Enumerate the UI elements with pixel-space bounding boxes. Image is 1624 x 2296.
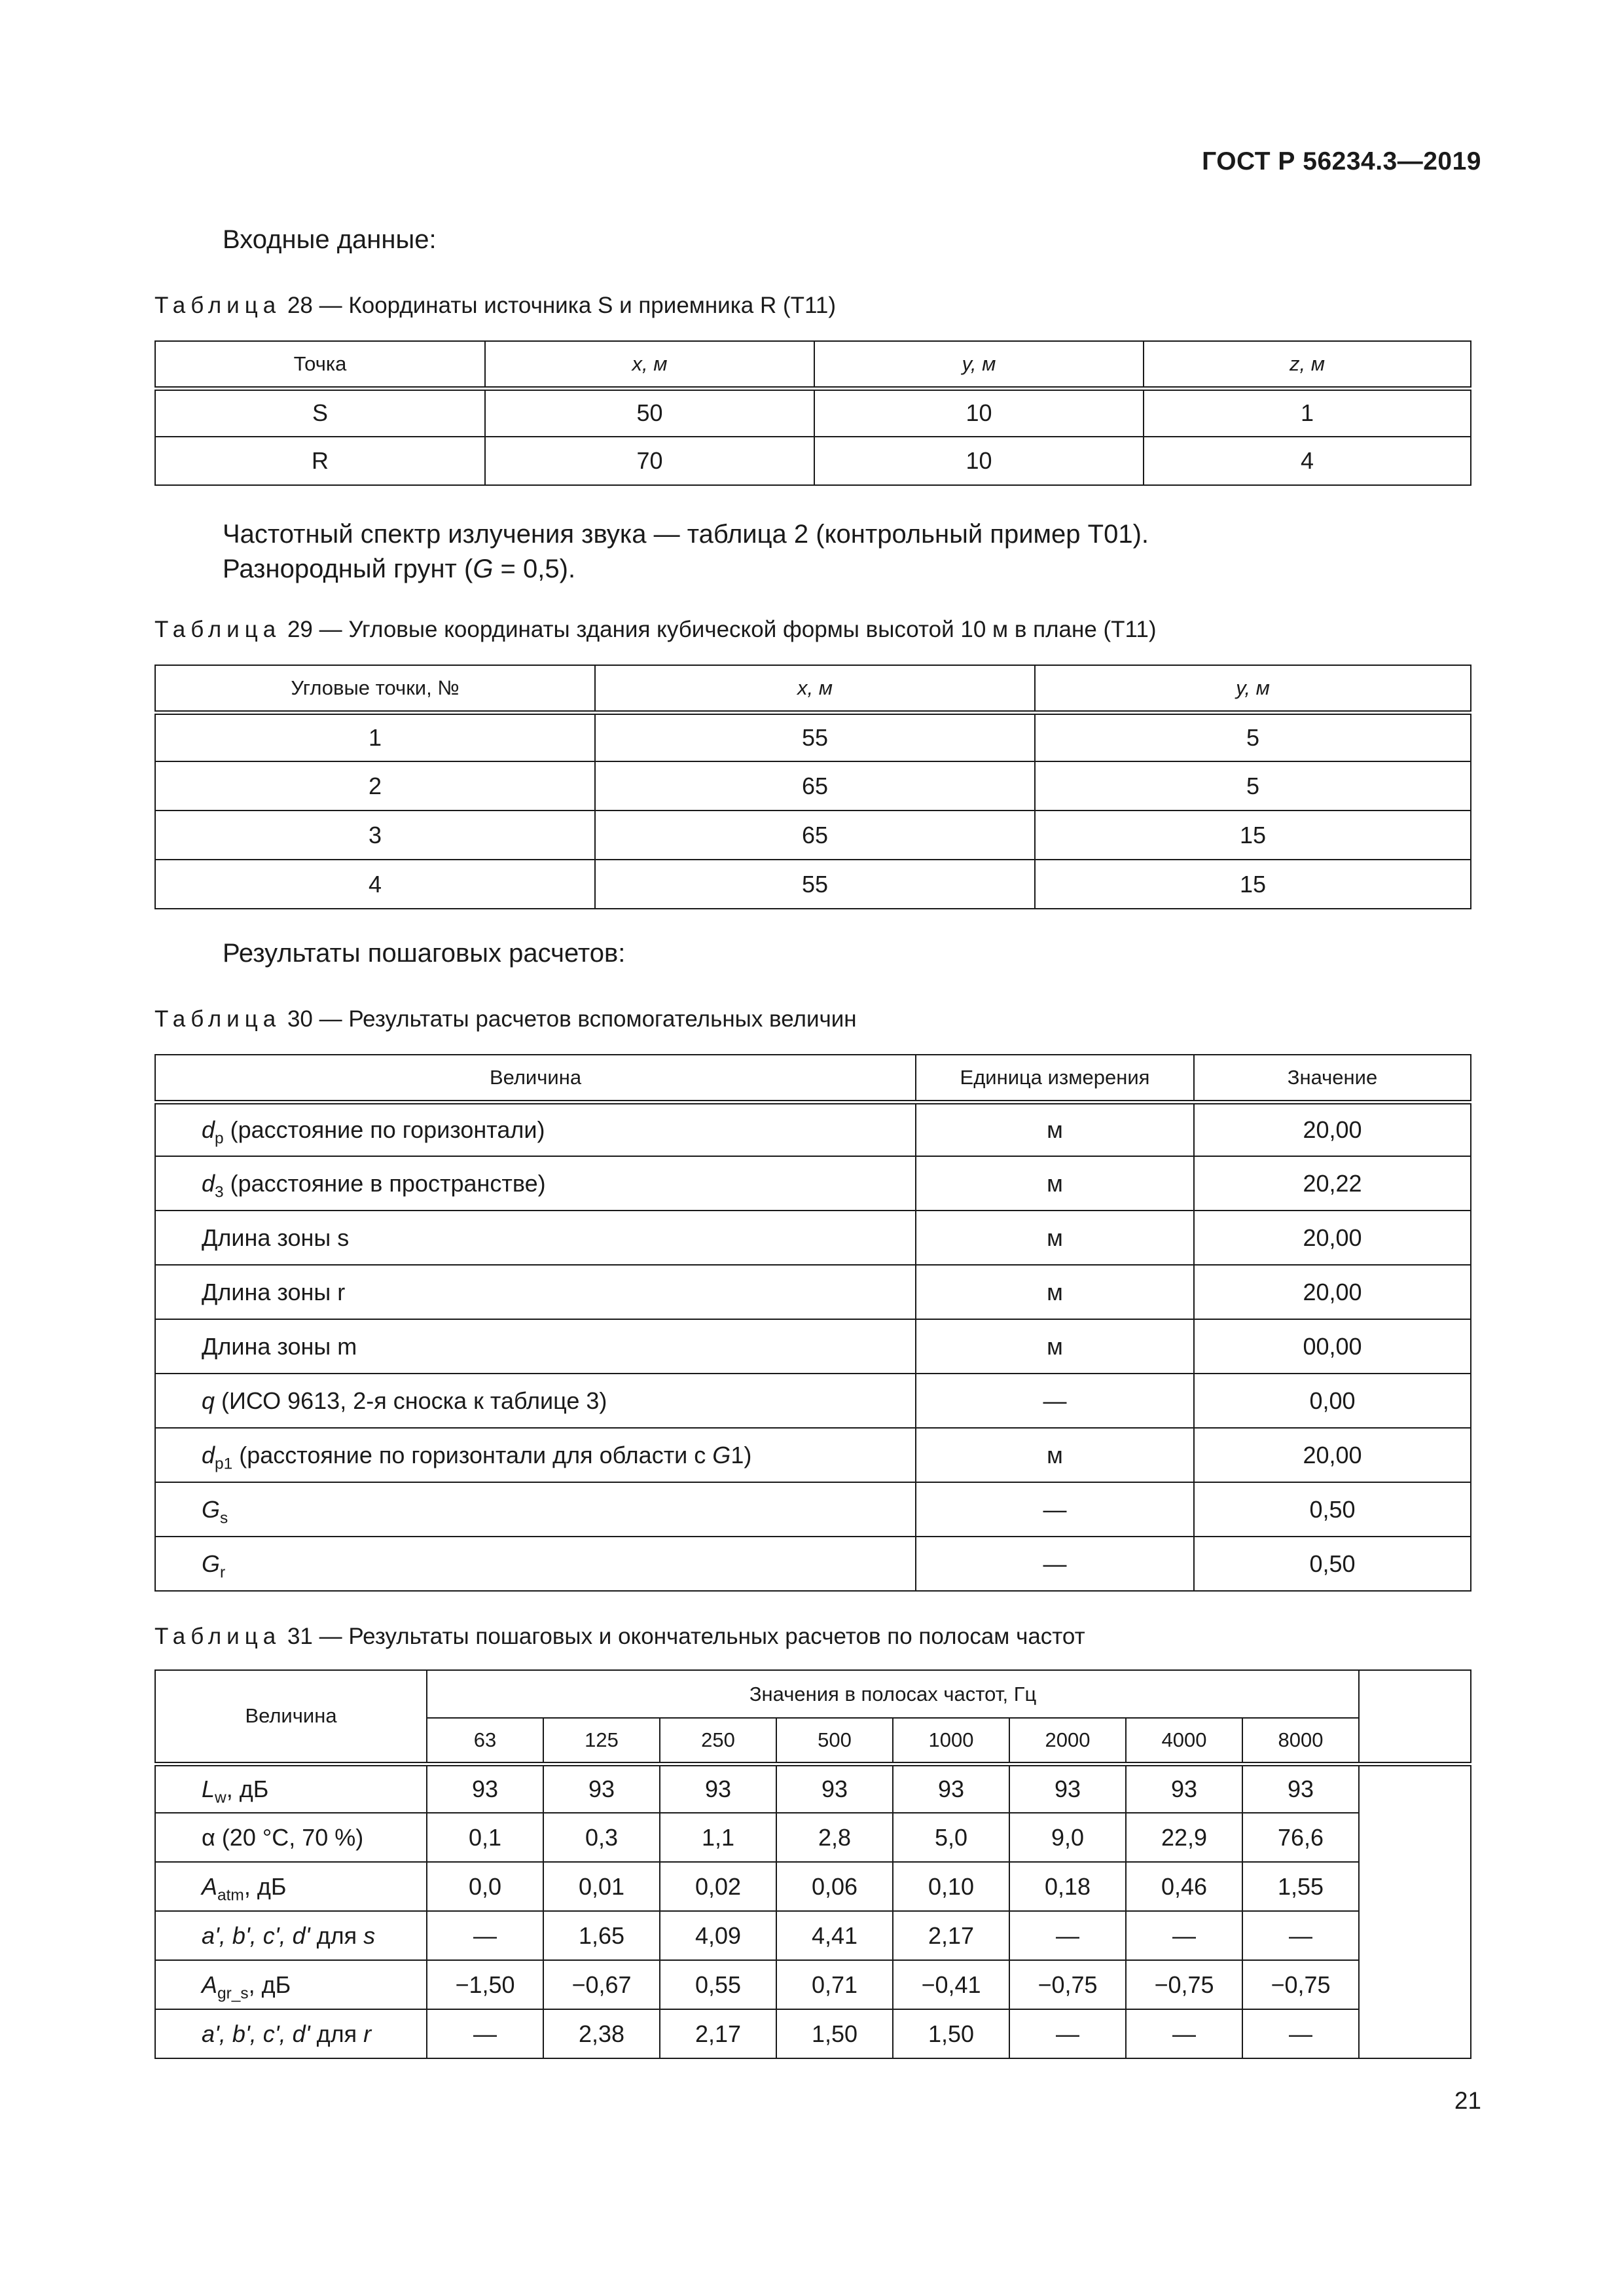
table28-caption-text: 28 — Координаты источника S и приемника R (Т11) bbox=[287, 293, 837, 318]
table31-band-extra bbox=[1359, 1718, 1471, 1764]
table31-cell: — bbox=[1126, 1911, 1242, 1960]
table28-caption bbox=[154, 293, 836, 319]
table-row bbox=[155, 1428, 1471, 1482]
table30-unit: м bbox=[916, 1156, 1194, 1211]
table-row bbox=[155, 1211, 1471, 1265]
table31-header-quantity: Величина bbox=[155, 1670, 427, 1764]
table28-cell: 10 bbox=[814, 388, 1144, 437]
table31-quantity: α (20 °С, 70 %) bbox=[155, 1813, 427, 1862]
table31-cell: 5,0 bbox=[893, 1813, 1009, 1862]
table-row bbox=[155, 1862, 1471, 1911]
table30-quantity: $d_p$ (расстояние по горизонтали) bbox=[155, 1102, 916, 1156]
table31-cell: 93 bbox=[543, 1764, 660, 1813]
table31-cell: 93 bbox=[427, 1764, 543, 1813]
table28-cell: 4 bbox=[1144, 437, 1471, 485]
table-row bbox=[155, 1156, 1471, 1211]
table29-caption-text: 29 — Угловые координаты здания кубической формы высотой 10 м в плане (Т11) bbox=[287, 617, 1157, 642]
table29-cell: 5 bbox=[1035, 712, 1471, 761]
table31-quantity: $L_w$, дБ bbox=[155, 1764, 427, 1813]
table31-cell: 93 bbox=[776, 1764, 893, 1813]
table30-unit: — bbox=[916, 1482, 1194, 1537]
table-row bbox=[155, 1813, 1471, 1862]
table31-cell: — bbox=[1126, 2009, 1242, 2058]
ground-paragraph: Разнородный грунт (G = 0,5). bbox=[223, 555, 576, 583]
table29-cell: 1 bbox=[155, 712, 595, 761]
table31-cell: — bbox=[1009, 2009, 1126, 2058]
table-row bbox=[155, 1102, 1471, 1156]
table-row bbox=[155, 1319, 1471, 1374]
table31-quantity: a', b', c', d' для r bbox=[155, 2009, 427, 2058]
table29-caption-word: Таблица bbox=[154, 617, 281, 642]
table28-cell: S bbox=[155, 388, 485, 437]
table31-caption-word: Таблица bbox=[154, 1624, 281, 1649]
spectrum-paragraph: Частотный спектр излучения звука — таблица 2 (контрольный пример Т01). bbox=[223, 520, 1149, 549]
table31-quantity: $A_{gr\_s}$, дБ bbox=[155, 1960, 427, 2009]
table30-quantity: $G_r$ bbox=[155, 1537, 916, 1591]
band-2000: 2000 bbox=[1009, 1718, 1126, 1764]
table30 bbox=[154, 1054, 1471, 1592]
table30-quantity: Длина зоны s bbox=[155, 1211, 916, 1265]
table29-cell: 3 bbox=[155, 811, 595, 860]
table31-cell: 4,41 bbox=[776, 1911, 893, 1960]
table-row bbox=[155, 1764, 1471, 1813]
table31-cell: 1,50 bbox=[776, 2009, 893, 2058]
table-row bbox=[155, 712, 1471, 761]
table29-cell: 55 bbox=[595, 860, 1035, 909]
table31-cell: 2,38 bbox=[543, 2009, 660, 2058]
table28-header-y: y, м bbox=[814, 341, 1144, 388]
table31-cell: −0,75 bbox=[1126, 1960, 1242, 2009]
table-row bbox=[155, 1911, 1471, 1960]
table31-cell: 0,55 bbox=[660, 1960, 776, 2009]
table30-caption bbox=[154, 1006, 857, 1032]
table30-quantity: $d_{p1}$ (расстояние по горизонтали для области с G1) bbox=[155, 1428, 916, 1482]
table-row bbox=[155, 811, 1471, 860]
table31-cell: 0,3 bbox=[543, 1813, 660, 1862]
table31-header-bands: Значения в полосах частот, Гц bbox=[427, 1670, 1359, 1718]
table31-cell: 4,09 bbox=[660, 1911, 776, 1960]
table31-quantity: $A_{atm}$, дБ bbox=[155, 1862, 427, 1911]
table31-cell: 93 bbox=[660, 1764, 776, 1813]
table-row bbox=[155, 1265, 1471, 1319]
table31-cell: 0,10 bbox=[893, 1862, 1009, 1911]
table31-cell: — bbox=[1242, 1911, 1359, 1960]
table31-cell: 1,50 bbox=[893, 2009, 1009, 2058]
table30-unit: м bbox=[916, 1319, 1194, 1374]
table31-cell: 1,1 bbox=[660, 1813, 776, 1862]
table30-value: 20,00 bbox=[1194, 1265, 1471, 1319]
table29-header-corner: Угловые точки, № bbox=[155, 665, 595, 712]
table31-cell: 93 bbox=[1126, 1764, 1242, 1813]
table28-cell: 1 bbox=[1144, 388, 1471, 437]
table31-extra-cell bbox=[1359, 1764, 1471, 2058]
table31-cell: 9,0 bbox=[1009, 1813, 1126, 1862]
table29-caption bbox=[154, 617, 1157, 643]
table31-cell: — bbox=[1242, 2009, 1359, 2058]
table28-caption-word: Таблица bbox=[154, 293, 281, 318]
table30-quantity: $G_s$ bbox=[155, 1482, 916, 1537]
table31-cell: 22,9 bbox=[1126, 1813, 1242, 1862]
table30-value: 0,50 bbox=[1194, 1482, 1471, 1537]
table28-header-z: z, м bbox=[1144, 341, 1471, 388]
table29-cell: 4 bbox=[155, 860, 595, 909]
table31-cell: −1,50 bbox=[427, 1960, 543, 2009]
table29-cell: 65 bbox=[595, 811, 1035, 860]
table28-cell: 50 bbox=[485, 388, 814, 437]
table29-cell: 65 bbox=[595, 761, 1035, 811]
table31-cell: 0,01 bbox=[543, 1862, 660, 1911]
table31-cell: 0,02 bbox=[660, 1862, 776, 1911]
table31-cell: 0,1 bbox=[427, 1813, 543, 1862]
table-row bbox=[155, 2009, 1471, 2058]
table31-header-row bbox=[155, 1670, 1471, 1718]
table29-cell: 2 bbox=[155, 761, 595, 811]
table28-header-point: Точка bbox=[155, 341, 485, 388]
page-number: 21 bbox=[1454, 2087, 1481, 2114]
table30-value: 20,00 bbox=[1194, 1428, 1471, 1482]
table30-unit: — bbox=[916, 1537, 1194, 1591]
table31-quantity: a', b', c', d' для s bbox=[155, 1911, 427, 1960]
band-63: 63 bbox=[427, 1718, 543, 1764]
table31-cell: — bbox=[1009, 1911, 1126, 1960]
table30-value: 0,50 bbox=[1194, 1537, 1471, 1591]
table28-cell: R bbox=[155, 437, 485, 485]
band-1000: 1000 bbox=[893, 1718, 1009, 1764]
table-row bbox=[155, 388, 1471, 437]
table30-value: 00,00 bbox=[1194, 1319, 1471, 1374]
band-4000: 4000 bbox=[1126, 1718, 1242, 1764]
table30-quantity: $d_3$ (расстояние в пространстве) bbox=[155, 1156, 916, 1211]
table31-cell: 0,46 bbox=[1126, 1862, 1242, 1911]
table31-cell: −0,67 bbox=[543, 1960, 660, 2009]
table31-cell: 93 bbox=[893, 1764, 1009, 1813]
table31-cell: — bbox=[427, 1911, 543, 1960]
table31-header-extra bbox=[1359, 1670, 1471, 1718]
table29-cell: 15 bbox=[1035, 811, 1471, 860]
table29-cell: 5 bbox=[1035, 761, 1471, 811]
table-row bbox=[155, 1374, 1471, 1428]
table29-cell: 55 bbox=[595, 712, 1035, 761]
table29 bbox=[154, 665, 1471, 909]
table30-unit: м bbox=[916, 1265, 1194, 1319]
table31-cell: 0,71 bbox=[776, 1960, 893, 2009]
table30-unit: м bbox=[916, 1102, 1194, 1156]
table28-header-x: x, м bbox=[485, 341, 814, 388]
table-row bbox=[155, 860, 1471, 909]
table31-cell: 76,6 bbox=[1242, 1813, 1359, 1862]
table-row bbox=[155, 1537, 1471, 1591]
table31-cell: — bbox=[427, 2009, 543, 2058]
table31-cell: 0,18 bbox=[1009, 1862, 1126, 1911]
table31-cell: 0,0 bbox=[427, 1862, 543, 1911]
table31-cell: −0,41 bbox=[893, 1960, 1009, 2009]
table31-caption-text: 31 — Результаты пошаговых и окончательных расчетов по полосам частот bbox=[287, 1624, 1085, 1649]
table30-unit: м bbox=[916, 1428, 1194, 1482]
table28 bbox=[154, 340, 1471, 486]
table-row bbox=[155, 437, 1471, 485]
table31-cell: 93 bbox=[1009, 1764, 1126, 1813]
band-125: 125 bbox=[543, 1718, 660, 1764]
table31-cell: 2,8 bbox=[776, 1813, 893, 1862]
results-heading: Результаты пошаговых расчетов: bbox=[223, 939, 626, 968]
table30-caption-text: 30 — Результаты расчетов вспомогательных величин bbox=[287, 1006, 857, 1032]
table31-cell: −0,75 bbox=[1009, 1960, 1126, 2009]
table30-value: 20,00 bbox=[1194, 1211, 1471, 1265]
table30-value: 0,00 bbox=[1194, 1374, 1471, 1428]
table30-header-unit: Единица измерения bbox=[916, 1055, 1194, 1102]
table31-cell: −0,75 bbox=[1242, 1960, 1359, 2009]
table30-quantity: q (ИСО 9613, 2-я сноска к таблице 3) bbox=[155, 1374, 916, 1428]
table31-cell: 0,06 bbox=[776, 1862, 893, 1911]
table30-value: 20,22 bbox=[1194, 1156, 1471, 1211]
table31-caption bbox=[154, 1624, 1085, 1650]
table29-header-row bbox=[155, 665, 1471, 712]
table31-cell: 1,55 bbox=[1242, 1862, 1359, 1911]
table30-value: 20,00 bbox=[1194, 1102, 1471, 1156]
table29-header-y: y, м bbox=[1035, 665, 1471, 712]
intro-input-heading: Входные данные: bbox=[223, 225, 437, 254]
band-500: 500 bbox=[776, 1718, 893, 1764]
table30-header-row bbox=[155, 1055, 1471, 1102]
table-row bbox=[155, 1482, 1471, 1537]
table31-cell: 1,65 bbox=[543, 1911, 660, 1960]
band-8000: 8000 bbox=[1242, 1718, 1359, 1764]
table31-cell: 93 bbox=[1242, 1764, 1359, 1813]
table30-header-quantity: Величина bbox=[155, 1055, 916, 1102]
table-row bbox=[155, 761, 1471, 811]
table31-cell: 2,17 bbox=[893, 1911, 1009, 1960]
table30-unit: — bbox=[916, 1374, 1194, 1428]
standard-number: ГОСТ Р 56234.3—2019 bbox=[1202, 147, 1481, 175]
table30-quantity: Длина зоны m bbox=[155, 1319, 916, 1374]
table30-caption-word: Таблица bbox=[154, 1006, 281, 1032]
table28-cell: 10 bbox=[814, 437, 1144, 485]
table29-header-x: x, м bbox=[595, 665, 1035, 712]
table29-cell: 15 bbox=[1035, 860, 1471, 909]
table30-unit: м bbox=[916, 1211, 1194, 1265]
table-row bbox=[155, 1960, 1471, 2009]
table30-header-value: Значение bbox=[1194, 1055, 1471, 1102]
table31-cell: 2,17 bbox=[660, 2009, 776, 2058]
table28-header-row bbox=[155, 341, 1471, 388]
band-250: 250 bbox=[660, 1718, 776, 1764]
table31 bbox=[154, 1669, 1471, 2059]
table28-cell: 70 bbox=[485, 437, 814, 485]
table30-quantity: Длина зоны r bbox=[155, 1265, 916, 1319]
